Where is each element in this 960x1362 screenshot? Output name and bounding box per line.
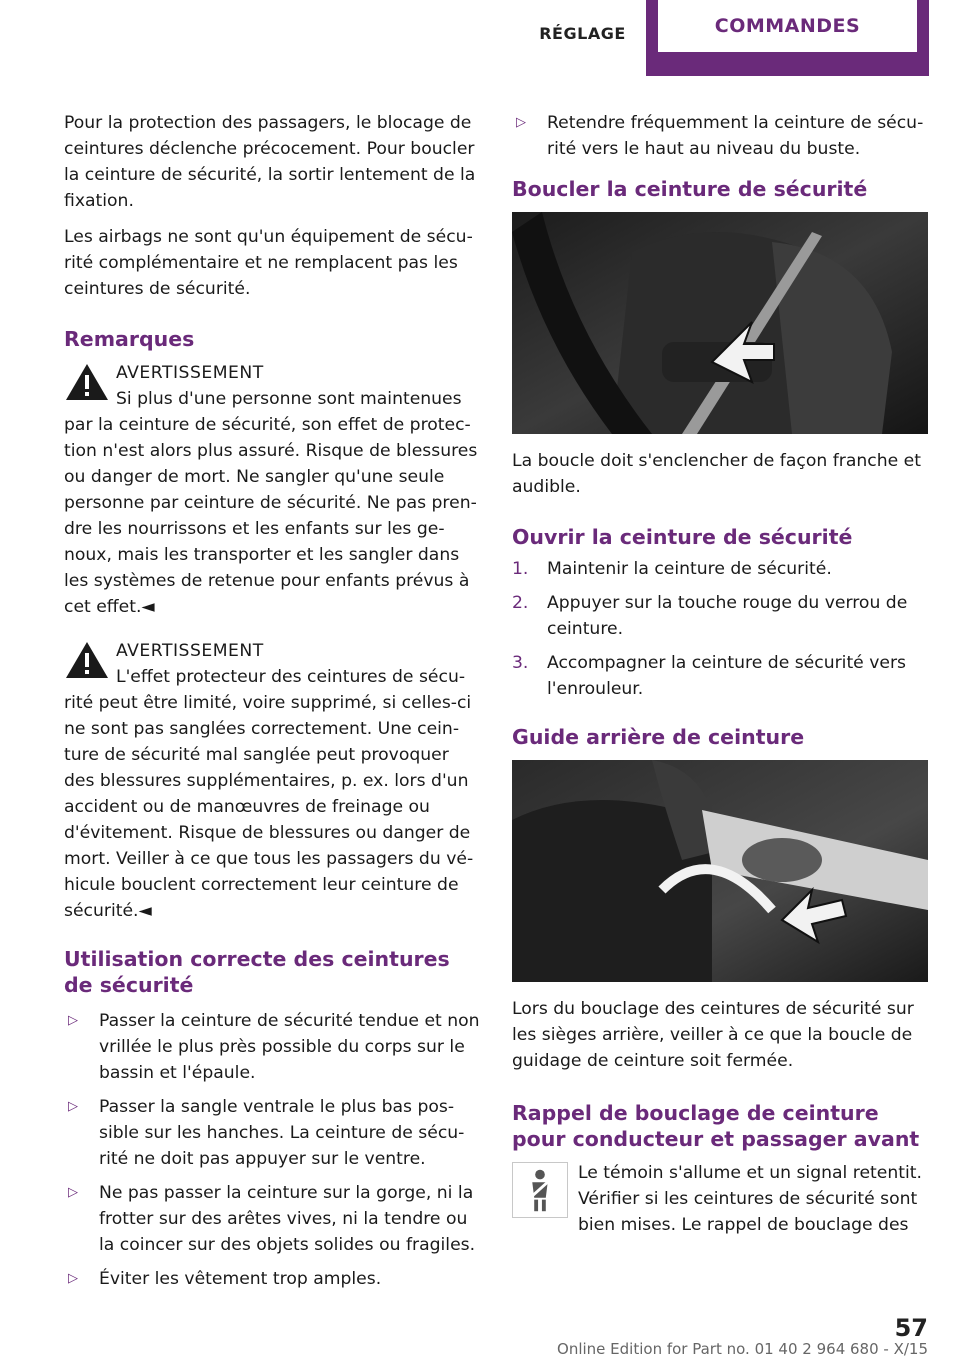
list-item: [512, 110, 930, 162]
paragraph-rappel: Le témoin s'allume et un signal retentit. Vérifier si les ceintures de sécurité sont bien mises. Le rappel de bouclage des: [578, 1163, 922, 1235]
usage-bullet-list-continued: [512, 110, 930, 162]
list-item: [64, 1008, 482, 1086]
left-column: [64, 110, 482, 1306]
seatbelt-reminder-icon: [512, 1162, 568, 1218]
usage-bullet-list: [64, 1008, 482, 1292]
triangle-bullet-icon: ▷: [516, 115, 526, 130]
step-number: 1.: [512, 559, 529, 579]
list-item: [512, 556, 930, 582]
list-item: [64, 1094, 482, 1172]
list-item-text: Éviter les vêtement trop amples.: [99, 1269, 382, 1289]
triangle-bullet-icon: ▷: [68, 1099, 78, 1114]
list-item-text: Appuyer sur la touche rouge du verrou de ceinture.: [547, 593, 908, 639]
heading-ouvrir: Ouvrir la ceinture de sécurité: [512, 525, 853, 549]
warning-text: [64, 664, 482, 924]
list-item: [512, 650, 930, 702]
warning-title: AVERTISSEMENT: [116, 363, 264, 383]
triangle-bullet-icon: ▷: [68, 1013, 78, 1028]
photo-rear-belt-guide: [512, 760, 928, 982]
step-number: 2.: [512, 593, 529, 613]
list-item: [64, 1266, 482, 1292]
heading-guide: Guide arrière de ceinture: [512, 725, 805, 749]
page-number: 57: [894, 1314, 928, 1342]
list-item-text: Passer la ceinture de sécurité tendue et non vrillée le plus près possible du corps sur le bassin et l'épaule.: [99, 1011, 480, 1083]
open-steps-list: [512, 556, 930, 702]
warning-triangle-icon: [64, 362, 110, 402]
photo-seatbelt-buckle: [512, 212, 928, 434]
triangle-bullet-icon: ▷: [68, 1271, 78, 1286]
paragraph-airbags: Les airbags ne sont qu'un équipement de sécurité complémentaire et ne remplacent pas les ceintures de sécurité.: [64, 227, 473, 299]
list-item-text: Passer la sangle ventrale le plus bas possible sur les hanches. La ceinture de sécurité ne doit pas appuyer sur le ventre.: [99, 1097, 465, 1169]
footer-edition: Online Edition for Part no. 01 40 2 964 680 - X/15: [557, 1340, 928, 1358]
heading-boucler: Boucler la ceinture de sécurité: [512, 177, 868, 201]
list-item: [64, 1180, 482, 1258]
header-tab-commandes-label: COMMANDES: [658, 0, 917, 52]
paragraph-guide: Lors du bouclage des ceintures de sécurité sur les sièges arrière, veiller à ce que la boucle de guidage de ceinture soit fermée.: [512, 999, 914, 1071]
warning-title: AVERTISSEMENT: [116, 641, 264, 661]
warning-text-body: L'effet protecteur des ceintures de sécurité peut être limité, voire supprimé, si celles-ci ne sont pas sanglées correctement. Une ceinture de sécurité mal sanglée peut provoquer des blessures supplémentaires, p. ex. lors d'un accident ou de manœuvres de freinage ou d'évitement. Risque de blessures ou danger de mort. Veiller à ce que tous les passagers du véhicule bouclent correctement leur ceinture de sécurité.◄: [64, 667, 474, 921]
paragraph-blocage: Pour la protection des passagers, le blocage de ceintures déclenche précocement. Pour boucler la ceinture de sécurité, la sortir lentement de la fixation.: [64, 113, 476, 211]
heading-rappel: Rappel de bouclage de ceinture pour conducteur et passager avant: [512, 1101, 920, 1151]
list-item-text: Accompagner la ceinture de sécurité vers l'enrouleur.: [547, 653, 906, 699]
header-tab-commandes: [646, 0, 929, 76]
warning-block-1: [64, 360, 482, 620]
warning-triangle-icon: [64, 640, 110, 680]
right-column: [512, 110, 930, 1240]
warning-block-2: [64, 638, 482, 924]
list-item-text: Maintenir la ceinture de sécurité.: [547, 559, 832, 579]
triangle-bullet-icon: ▷: [68, 1185, 78, 1200]
reminder-block: [512, 1160, 930, 1240]
heading-remarques: Remarques: [64, 327, 195, 351]
list-item-text: Ne pas passer la ceinture sur la gorge, ni la frotter sur des arêtes vives, ni la tendre ou la coincer sur des objets solides ou fragiles.: [99, 1183, 476, 1255]
paragraph-boucle: La boucle doit s'enclencher de façon franche et audible.: [512, 451, 921, 497]
warning-text-body: Si plus d'une personne sont maintenues par la ceinture de sécurité, son effet de protection n'est alors plus assuré. Risque de blessures ou danger de mort. Ne sangler qu'une seule personne par ceinture de sécurité. Ne pas prendre les nourrissons et les enfants sur les genoux, mais les transporter et les sangler dans les systèmes de retenue pour enfants prévus à cet effet.◄: [64, 389, 478, 617]
list-item: [512, 590, 930, 642]
step-number: 3.: [512, 653, 529, 673]
list-item-text: Retendre fréquemment la ceinture de sécurité vers le haut au niveau du buste.: [547, 113, 924, 159]
heading-utilisation: Utilisation correcte des ceintures de sécurité: [64, 947, 450, 997]
warning-text: [64, 386, 482, 620]
header-tab-reglage: RÉGLAGE: [539, 23, 626, 43]
